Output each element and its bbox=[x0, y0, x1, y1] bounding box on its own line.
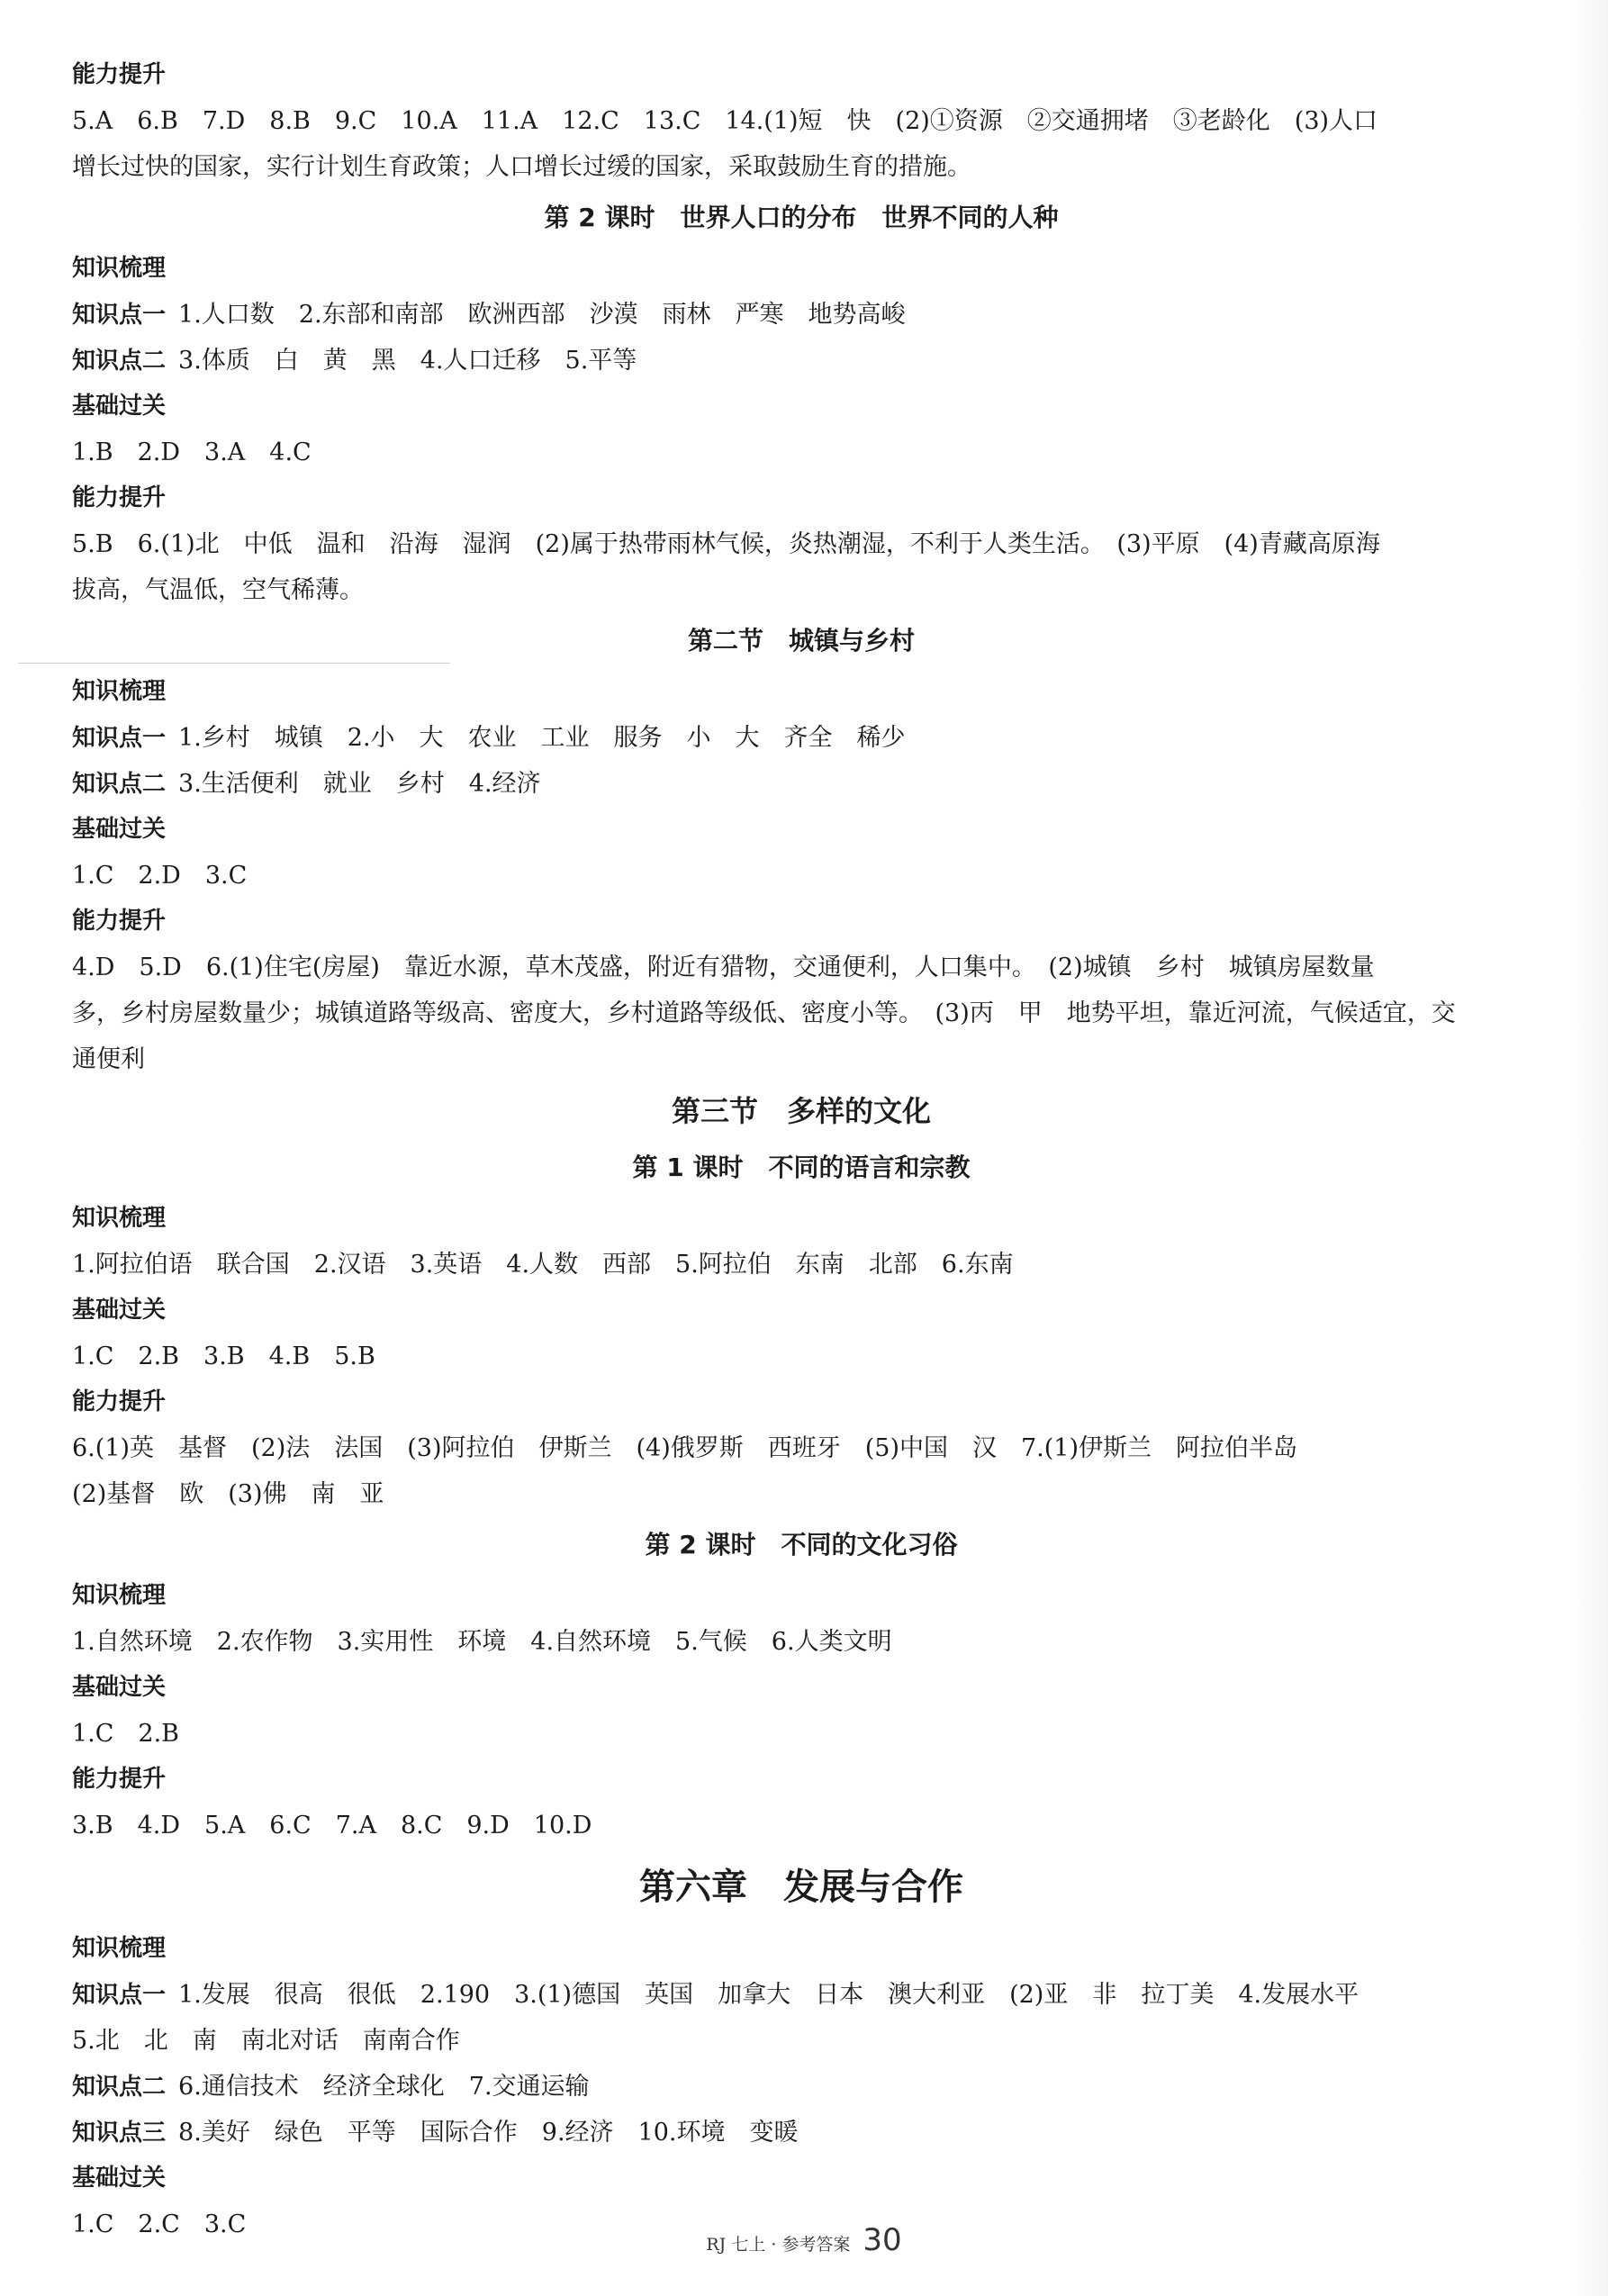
knowledge-point-line bbox=[72, 1972, 1531, 2018]
heading-nengli: 能力提升 bbox=[72, 61, 167, 88]
answer-line: 增长过快的国家，实行计划生育政策；人口增长过缓的国家，采取鼓励生育的措施。 bbox=[72, 153, 971, 181]
kp-text: 1.人口数 2.东部和南部 欧洲西部 沙漠 雨林 严寒 地势高峻 bbox=[178, 301, 906, 329]
heading-jichu: 基础过关 bbox=[72, 393, 167, 420]
answer-line: 1.C 2.B bbox=[72, 1720, 180, 1748]
answer-line: 3.B 4.D 5.A 6.C 7.A 8.C 9.D 10.D bbox=[72, 1812, 592, 1840]
kp-label: 知识点三 bbox=[72, 2120, 167, 2147]
knowledge-point-line bbox=[72, 2064, 1531, 2110]
kp-label: 知识点二 bbox=[72, 771, 167, 798]
section-title: 第三节 多样的文化 bbox=[671, 1094, 931, 1128]
answer-line: 1.C 2.C 3.C bbox=[72, 2210, 247, 2238]
answer-line: 1.自然环境 2.农作物 3.实用性 环境 4.自然环境 5.气候 6.人类文明 bbox=[72, 1628, 892, 1656]
heading-zhishi: 知识梳理 bbox=[72, 255, 167, 282]
heading-zhishi: 知识梳理 bbox=[72, 1935, 167, 1962]
answer-line: 拔高，气温低，空气稀薄。 bbox=[72, 576, 364, 604]
knowledge-point-line bbox=[72, 715, 1531, 761]
heading-jichu: 基础过关 bbox=[72, 1674, 167, 1701]
heading-nengli: 能力提升 bbox=[72, 908, 167, 935]
answer-line: 多，乡村房屋数量少；城镇道路等级高、密度大，乡村道路等级低、密度小等。 (3)丙 甲 地势平坦，靠近河流，气候适宜，交 bbox=[72, 999, 1456, 1027]
heading-nengli: 能力提升 bbox=[72, 1388, 167, 1415]
knowledge-point-line bbox=[72, 2110, 1531, 2156]
footer-label: RJ 七上 · 参考答案 bbox=[706, 2235, 851, 2255]
heading-nengli: 能力提升 bbox=[72, 1766, 167, 1793]
section-title: 第二节 城镇与乡村 bbox=[687, 626, 915, 655]
answer-line: 5.A 6.B 7.D 8.B 9.C 10.A 11.A 12.C 13.C 14.(1)短 快 (2)①资源 ②交通拥堵 ③老龄化 (3)人口 bbox=[72, 107, 1378, 135]
kp-text: 1.乡村 城镇 2.小 大 农业 工业 服务 小 大 齐全 稀少 bbox=[178, 724, 906, 752]
heading-jichu: 基础过关 bbox=[72, 816, 167, 843]
answer-line: 5.北 北 南 南北对话 南南合作 bbox=[72, 2027, 460, 2055]
answer-line: 5.B 6.(1)北 中低 温和 沿海 湿润 (2)属于热带雨林气候，炎热潮湿，不利于人类生活。 (3)平原 (4)青藏高原海 bbox=[72, 530, 1380, 558]
knowledge-point-line bbox=[72, 338, 1531, 384]
page-content bbox=[72, 52, 1531, 2247]
kp-text: 3.体质 白 黄 黑 4.人口迁移 5.平等 bbox=[178, 347, 637, 375]
answer-line: 1.C 2.B 3.B 4.B 5.B bbox=[72, 1342, 375, 1370]
kp-label: 知识点一 bbox=[72, 1982, 167, 2009]
kp-text: 1.发展 很高 很低 2.190 3.(1)德国 英国 加拿大 日本 澳大利亚 (2)亚 非 拉丁美 4.发展水平 bbox=[178, 1981, 1360, 2009]
answer-line: 6.(1)英 基督 (2)法 法国 (3)阿拉伯 伊斯兰 (4)俄罗斯 西班牙 (5)中国 汉 7.(1)伊斯兰 阿拉伯半岛 bbox=[72, 1434, 1297, 1462]
page-number: 30 bbox=[863, 2222, 902, 2258]
heading-jichu: 基础过关 bbox=[72, 1297, 167, 1324]
kp-text: 8.美好 绿色 平等 国际合作 9.经济 10.环境 变暖 bbox=[178, 2119, 799, 2147]
heading-zhishi: 知识梳理 bbox=[72, 1205, 167, 1232]
chapter-title: 第六章 发展与合作 bbox=[639, 1867, 963, 1908]
heading-zhishi: 知识梳理 bbox=[72, 678, 167, 705]
answer-line: 4.D 5.D 6.(1)住宅(房屋) 靠近水源，草木茂盛，附近有猎物，交通便利，人口集中。 (2)城镇 乡村 城镇房屋数量 bbox=[72, 954, 1375, 981]
answer-line: 1.B 2.D 3.A 4.C bbox=[72, 438, 312, 466]
kp-text: 6.通信技术 经济全球化 7.交通运输 bbox=[178, 2073, 590, 2101]
answer-line: 1.阿拉伯语 联合国 2.汉语 3.英语 4.人数 西部 5.阿拉伯 东南 北部 6.东南 bbox=[72, 1251, 1014, 1279]
heading-nengli: 能力提升 bbox=[72, 484, 167, 511]
lesson-title: 第 2 课时 世界人口的分布 世界不同的人种 bbox=[544, 203, 1059, 232]
answer-line: (2)基督 欧 (3)佛 南 亚 bbox=[72, 1480, 384, 1508]
knowledge-point-line bbox=[72, 292, 1531, 338]
kp-label: 知识点一 bbox=[72, 302, 167, 329]
heading-jichu: 基础过关 bbox=[72, 2165, 167, 2192]
kp-label: 知识点二 bbox=[72, 2074, 167, 2101]
page-footer bbox=[0, 2222, 1608, 2258]
answer-line: 1.C 2.D 3.C bbox=[72, 862, 248, 890]
heading-zhishi: 知识梳理 bbox=[72, 1582, 167, 1609]
lesson-title: 第 2 课时 不同的文化习俗 bbox=[645, 1530, 958, 1559]
kp-text: 3.生活便利 就业 乡村 4.经济 bbox=[178, 770, 541, 798]
knowledge-point-line bbox=[72, 761, 1531, 807]
kp-label: 知识点二 bbox=[72, 348, 167, 375]
answer-line: 通便利 bbox=[72, 1045, 145, 1073]
page-edge-shadow bbox=[1572, 0, 1608, 2296]
lesson-title: 第 1 课时 不同的语言和宗教 bbox=[632, 1153, 971, 1182]
kp-label: 知识点一 bbox=[72, 725, 167, 752]
